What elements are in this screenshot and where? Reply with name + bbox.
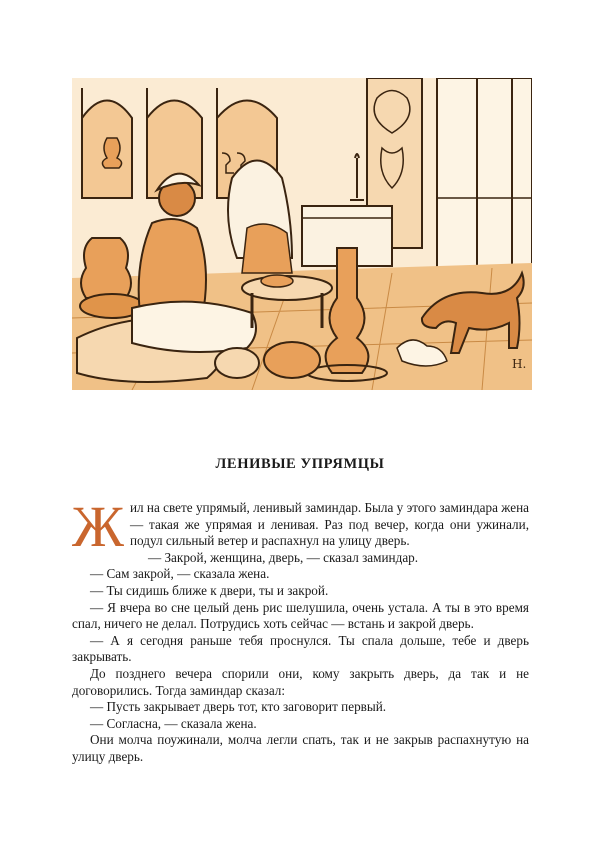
paragraph: — Я вчера во сне целый день рис шелушила, очень устала. А ты в это время спал, ничего не делал. Потрудись хоть сейчас — встань и закрой дверь. <box>72 599 529 632</box>
paragraph: Они молча поужинали, молча легли спать, так и не закрыв распахнутую на улицу дверь. <box>72 732 529 764</box>
illustrator-signature: Н. <box>512 357 527 371</box>
drop-cap: Ж <box>72 494 124 559</box>
story-illustration <box>72 78 532 390</box>
paragraph: До позднего вечера спорили они, кому закрыть дверь, да так и не договорились. Тогда заминдар сказал: <box>72 665 529 698</box>
paragraph: — А я сегодня раньше тебя проснулся. Ты спала дольше, тебе и дверь закрывать. <box>72 632 529 665</box>
paragraph: — Сам закрой, — сказала жена. <box>90 566 270 582</box>
story-title: ЛЕНИВЫЕ УПРЯМЦЫ <box>215 456 385 472</box>
paragraph: Жил на свете упрямый, ленивый заминдар. Была у этого заминдара жена — такая же упрямая и ленивая. Раз под вечер, когда они ужинали, подул сильный ветер и распахнул на улицу дверь. <box>72 494 529 559</box>
paragraph: — Закрой, женщина, дверь, — сказал заминдар. <box>147 549 419 565</box>
paragraph: — Согласна, — сказала жена. <box>90 715 257 731</box>
paragraph: — Пусть закрывает дверь тот, кто заговорит первый. <box>90 699 387 715</box>
story-text <box>72 494 529 766</box>
paragraph: — Ты сидишь ближе к двери, ты и закрой. <box>90 582 329 598</box>
illustration-zamindar-wife-dog-icon <box>72 78 532 390</box>
